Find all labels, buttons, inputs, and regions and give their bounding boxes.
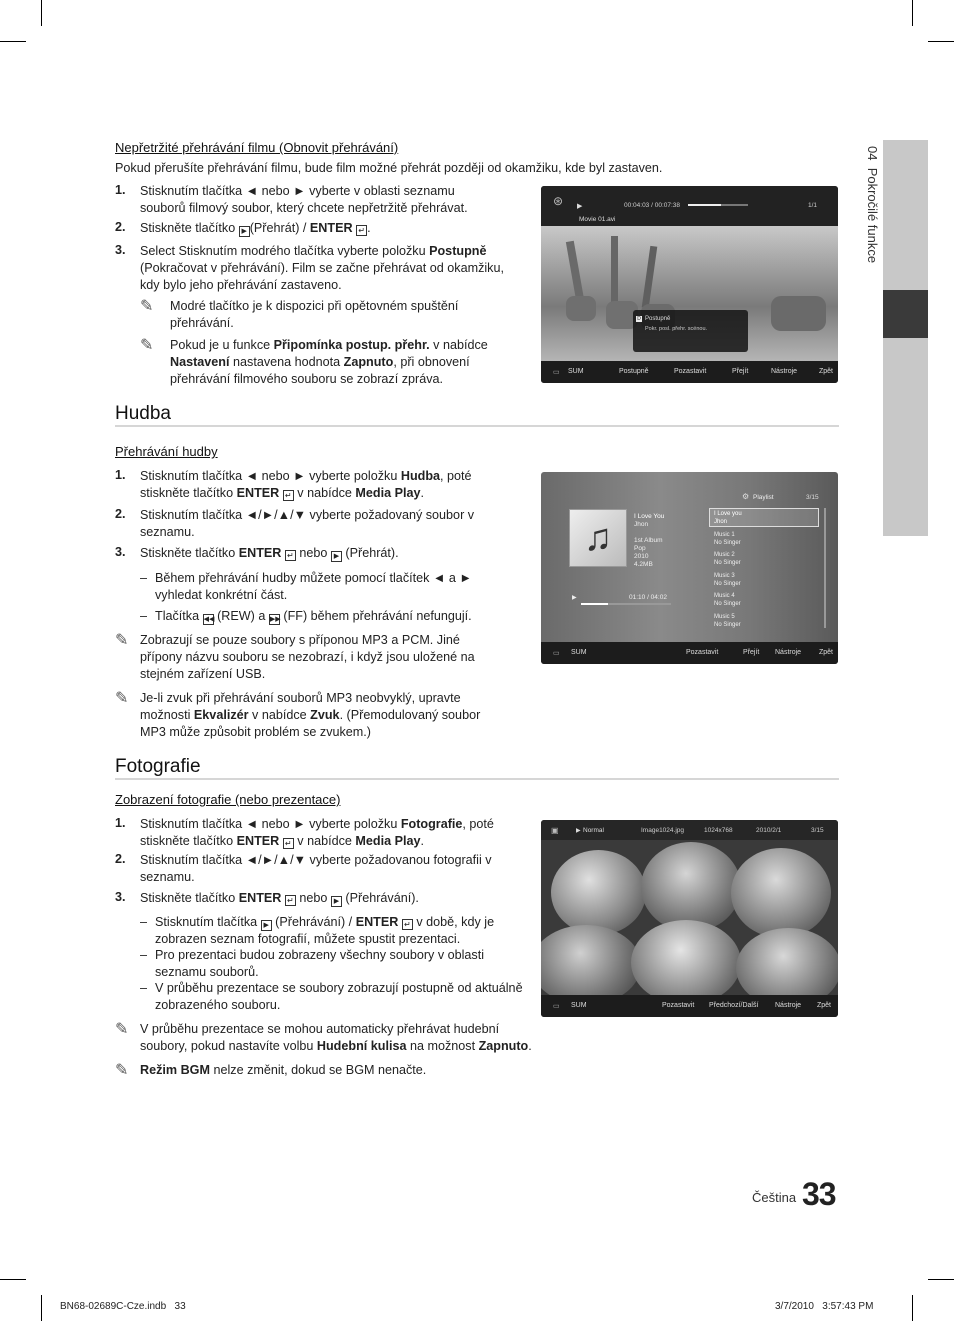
play-icon: ▶ [261, 920, 272, 931]
enter-icon: ↵ [285, 895, 296, 906]
dash: – [140, 915, 148, 929]
crop-mark [928, 41, 954, 42]
photo-step2: Stisknutím tlačítka ◄/►/▲/▼ vyberte požadovanou fotografii v seznamu. [140, 853, 492, 884]
movie-file: Movie 01.avi [579, 216, 616, 223]
photo-icon: ▣ [551, 826, 559, 835]
music-note1: Zobrazují se pouze soubory s příponou MP3 a PCM. Jiné přípony názvu souboru se nezobrazí, i když jsou uložené na stejném zařízení USB. [140, 633, 475, 681]
movie-step1: Stisknutím tlačítka ◄ nebo ► vyberte v oblasti seznamu souborů filmový soubor, který chcete nepřetržitě přehrávat. [140, 184, 468, 215]
photo-note2: Režim BGM nelze změnit, dokud se BGM nenačte. [140, 1063, 427, 1077]
prev-next-button[interactable]: Předchozí/Další [709, 1002, 759, 1009]
photo-step1: Stisknutím tlačítka ◄ nebo ► vyberte položku Fotografie, poté stiskněte tlačítko ENTER ↵ v nabídce Media Play. [140, 817, 494, 848]
sum-icon: ▭ [553, 369, 560, 376]
movie-control-bar: ▭ SUM Postupně Pozastavit Přejít Nástroje Zpět [541, 361, 838, 383]
enter-icon: ↵ [356, 225, 367, 236]
photo-subtitle: Zobrazení fotografie (nebo prezentace) [115, 792, 341, 807]
note-icon: ✎ [115, 1062, 129, 1079]
enter-icon: ↵ [283, 490, 294, 501]
crop-mark [912, 0, 913, 26]
return-button[interactable]: Zpět [819, 649, 834, 656]
apple [631, 920, 741, 1005]
play-icon: ▶ [572, 595, 577, 601]
photo-screenshot: ▣ ▶ Normal Image1024.jpg 1024x768 2010/2/1 3/15 ▭ SUM Pozastavit Předchozí/Další Nástroje Zpět [541, 820, 838, 1017]
chapter-tab [854, 140, 928, 536]
return-button[interactable]: Zpět [817, 1002, 832, 1009]
step-number: 2. [115, 220, 126, 234]
movie-note2: Pokud je u funkce Připomínka postup. přehr. v nabídce Nastavení nastavena hodnota Zapnuto, při obnovení přehrávání filmového souboru se zobrazí zpráva. [170, 338, 488, 386]
dash: – [140, 609, 148, 623]
crop-mark [0, 1279, 26, 1280]
seek-button[interactable]: Přejít [732, 368, 749, 375]
list-item[interactable]: Music 5 No Singer [714, 614, 741, 628]
note-icon: ✎ [115, 632, 129, 649]
rewind-icon: ◀◀ [203, 616, 215, 623]
music-note2: Je-li zvuk při přehrávání souborů MP3 neobvyklý, upravte možnosti Ekvalizér v nabídce Zvuk. (Přemodulovaný soubor MP3 může způsobit problém se zvukem.) [140, 691, 481, 739]
crop-mark [928, 1279, 954, 1280]
movie-step3: Select Stisknutím modrého tlačítka vyberte položku Postupně (Pokračovat v přehrávání). Film se začne přehrávat od okamžiku, kdy bylo jeho přehrávání zastaveno. [140, 244, 504, 292]
pause-button[interactable]: Pozastavit [662, 1002, 695, 1009]
movie-time: 00:04:03 / 00:07:38 [624, 202, 681, 209]
note-icon: ✎ [115, 690, 129, 707]
section-rule [115, 778, 839, 780]
music-step3: Stiskněte tlačítko ENTER ↵ nebo ▶ (Přehrát). [140, 546, 399, 560]
sum-icon: ▭ [553, 650, 560, 657]
return-button[interactable]: Zpět [819, 368, 834, 375]
enter-icon: ↵ [285, 550, 296, 561]
dash: – [140, 571, 148, 585]
music-dash1: Během přehrávání hudby můžete pomocí tlačítek ◄ a ► vyhledat konkrétní část. [155, 571, 472, 602]
note-icon: ✎ [140, 298, 154, 315]
photo-dash2: Pro prezentaci budou zobrazeny všechny soubory v oblasti seznamu souborů. [155, 948, 485, 979]
dash: – [140, 981, 148, 995]
movie-note1: Modré tlačítko je k dispozici při opětovném spuštění přehrávání. [170, 299, 459, 330]
pause-button[interactable]: Pozastavit [674, 368, 707, 375]
photo-dash1: Stisknutím tlačítka ▶ (Přehrávání) / ENTER ↵ v době, kdy je zobrazen seznam fotografií, můžete spustit prezentaci. [155, 915, 495, 946]
crop-mark [41, 0, 42, 26]
section-rule [115, 425, 839, 427]
resume-button[interactable]: Postupně [619, 368, 649, 375]
section-title-photo: Fotografie [115, 756, 201, 777]
chapter-label: 04 Pokročilé funkce [865, 146, 880, 264]
movie-step2: Stiskněte tlačítko ▶ (Přehrát) / ENTER ↵ . [140, 221, 371, 235]
music-subtitle: Přehrávání hudby [115, 444, 218, 459]
scrollbar[interactable] [824, 508, 826, 628]
fast-forward-icon: ▶▶ [269, 616, 281, 623]
step-number: 2. [115, 507, 126, 521]
seek-button[interactable]: Přejít [743, 649, 760, 656]
print-date: 3/7/2010 3:57:43 PM [775, 1301, 874, 1312]
play-icon: ▶ [331, 896, 342, 907]
step-number: 1. [115, 183, 126, 197]
step-number: 3. [115, 545, 126, 559]
list-item[interactable]: Music 2 No Singer [714, 552, 741, 566]
note-icon: ✎ [115, 1021, 129, 1038]
photo-note1: V průběhu prezentace se mohou automaticky přehrávat hudební soubory, pokud nastavíte volbu Hudební kulisa na možnost Zapnuto. [140, 1022, 532, 1053]
step-number: 1. [115, 816, 126, 830]
photo-dash3: V průběhu prezentace se soubory zobrazují postupně od aktuálně zobrazeného souboru. [155, 981, 523, 1012]
pause-button[interactable]: Pozastavit [686, 649, 719, 656]
playlist-icon: ⚙ [742, 492, 750, 501]
play-icon: ▶ [577, 203, 583, 210]
movie-resume-intro: Pokud přerušíte přehrávání filmu, bude film možné přehrát později od okamžiku, kde byl zastaven. [115, 161, 663, 175]
music-screenshot: ♫ I Love You Jhon 1st Album Pop 2010 4.2MB ▶ 01:10 / 04:02 ⚙ Playlist 3/15 I Love you Jhon Music 1 No Singer Music 2 No Singer Music 3 No Singer Music 4 No Singer Music 5 No Singer ▭ SUM Pozastavit Přejít Nástroje Zpět [541, 472, 838, 664]
apple [541, 925, 641, 1005]
page-language: Čeština [752, 1190, 797, 1205]
note-icon: ✎ [140, 337, 154, 354]
music-note-icon: ♫ [583, 517, 613, 559]
music-step1: Stisknutím tlačítka ◄ nebo ► vyberte položku Hudba, poté stiskněte tlačítko ENTER ↵ v nabídce Media Play. [140, 469, 472, 500]
music-dash2: Tlačítka ◀◀ (REW) a ▶▶ (FF) během přehrávání nefungují. [155, 609, 472, 623]
album-art [569, 509, 627, 567]
step-number: 3. [115, 890, 126, 904]
resume-popup: D Postupně Pokr. posl. přehr. scénou. [633, 310, 748, 352]
crop-mark [912, 1295, 913, 1321]
film-icon: ⊛ [553, 194, 564, 208]
apple [551, 850, 646, 935]
music-step2: Stisknutím tlačítka ◄/►/▲/▼ vyberte požadovaný soubor v seznamu. [140, 508, 475, 539]
enter-icon: ↵ [402, 919, 413, 930]
list-item[interactable]: Music 3 No Singer [714, 573, 741, 587]
step-number: 2. [115, 852, 126, 866]
enter-icon: ↵ [283, 838, 294, 849]
print-file-info: BN68-02689C-Cze.indb 33 [60, 1301, 186, 1312]
step-number: 3. [115, 243, 126, 257]
list-item[interactable]: I Love you Jhon [714, 511, 742, 525]
movie-screenshot [541, 186, 838, 383]
list-item[interactable]: Music 4 No Singer [714, 593, 741, 607]
dash: – [140, 948, 148, 962]
play-icon: ▶ [239, 226, 250, 237]
photo-step3: Stiskněte tlačítko ENTER ↵ nebo ▶ (Přehrávání). [140, 891, 419, 905]
tools-button[interactable]: Nástroje [771, 368, 798, 375]
step-number: 1. [115, 468, 126, 482]
playlist [709, 508, 821, 628]
crop-mark [41, 1295, 42, 1321]
progress-bar [688, 204, 748, 206]
sum-icon: ▭ [553, 1003, 560, 1010]
movie-count: 1/1 [808, 202, 818, 209]
music-control-bar: ▭ SUM Pozastavit Přejít Nástroje Zpět [541, 642, 838, 664]
crop-mark [0, 41, 26, 42]
section-title-music: Hudba [115, 403, 171, 424]
apple [731, 848, 831, 938]
movie-resume-subtitle: Nepřetržité přehrávání filmu (Obnovit přehrávání) [115, 140, 399, 155]
photo-control-bar: ▭ SUM Pozastavit Předchozí/Další Nástroje Zpět [541, 995, 838, 1017]
list-item[interactable]: Music 1 No Singer [714, 532, 741, 546]
play-icon: ▶ [576, 828, 581, 834]
tools-button[interactable]: Nástroje [775, 1002, 802, 1009]
page-number: 33 [802, 1176, 836, 1212]
tools-button[interactable]: Nástroje [775, 649, 802, 656]
apple [641, 842, 741, 932]
play-icon: ▶ [331, 551, 342, 562]
progress-bar [581, 603, 671, 605]
